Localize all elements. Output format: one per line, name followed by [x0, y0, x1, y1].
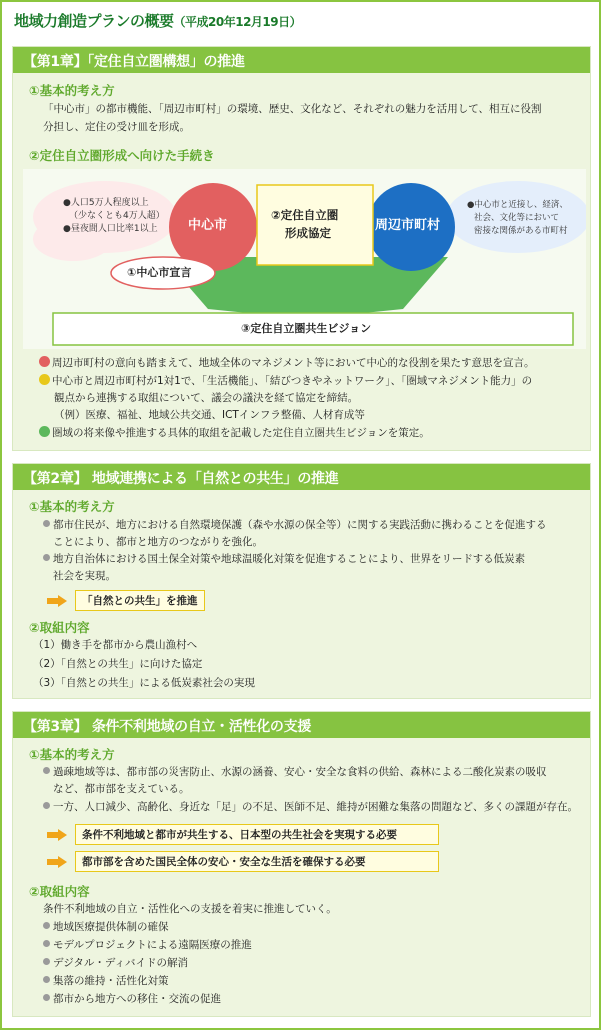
- chapter-1-heading: 【第1章】「定住自立圏構想」の推進: [13, 47, 590, 73]
- ch3-result-box-2: 都市部を含めた国民全体の安心・安全な生活を確保する必要: [75, 851, 439, 872]
- bullet-dot-icon: [43, 802, 50, 809]
- ch3-item-2-text: モデルプロジェクトによる遠隔医療の推進: [53, 939, 252, 951]
- right-arrow-icon: [47, 856, 67, 868]
- bullet-dot-icon: [43, 520, 50, 527]
- ch2-bullet-1-line-1: 都市住民が、地方における自然環境保護（森や水源の保全等）に関する実践活動に携わることを促進する: [53, 519, 547, 531]
- ch3-bullet-2-line-1: 一方、人口減少、高齢化、身近な「足」の不足、医師不足、維持が困難な集落の問題など、多くの課題が存在。: [53, 801, 578, 813]
- ch2-result-row: [47, 590, 205, 611]
- procedure-diagram: [23, 169, 586, 349]
- vision-label: ③定住自立圏共生ビジョン: [241, 322, 372, 335]
- ch1-note-2: [39, 373, 532, 390]
- ch1-note-2-text: 中心市と周辺市町村が1対1で、「生活機能」、「結びつきやネットワーク」、「圏域マネジメント能力」の: [52, 375, 533, 387]
- chapter-1-panel: [12, 46, 591, 451]
- ch3-result-row-2: [47, 851, 439, 872]
- ch3-item-5: [43, 991, 221, 1008]
- page-title-main: 地域力創造プランの概要: [14, 12, 174, 30]
- agreement-label-2: 形成協定: [285, 226, 331, 240]
- ch2-bullet-1: [43, 517, 547, 534]
- ch1-sec1-line-2: 分担し、定住の受け皿を形成。: [43, 121, 190, 133]
- ch3-intro: 条件不利地域の自立・活性化への支援を着実に推進していく。: [43, 903, 337, 915]
- ch3-result-row-1: [47, 824, 439, 845]
- right-note-1: ●中心市と近接し、経済、: [467, 200, 568, 210]
- right-arrow-icon: [47, 829, 67, 841]
- agreement-label-1: ②定住自立圏: [271, 208, 339, 222]
- ch3-bullet-1-line-2: など、都市部を支えている。: [53, 783, 190, 795]
- chapter-2-heading: 【第2章】 地域連携による「自然との共生」の推進: [13, 464, 590, 490]
- declaration-label: ①中心市宣言: [127, 266, 192, 279]
- center-city-label: 中心市: [188, 218, 228, 233]
- ch3-item-5-text: 都市から地方への移住・交流の促進: [53, 993, 221, 1005]
- bullet-dot-icon: [43, 922, 50, 929]
- ch3-sec2-title: ②取組内容: [29, 884, 90, 899]
- red-number-icon: [39, 356, 50, 367]
- left-note-2: （少なくとも4万人超）: [69, 211, 165, 221]
- bullet-dot-icon: [43, 958, 50, 965]
- ch2-item-1: （1）働き手を都市から農山漁村へ: [33, 639, 198, 651]
- page-title: [14, 10, 301, 31]
- bullet-dot-icon: [43, 976, 50, 983]
- surrounding-label: 周辺市町村: [375, 218, 441, 233]
- left-note-3: ●昼夜間人口比率1以上: [63, 224, 158, 234]
- left-note-1: ●人口5万人程度以上: [63, 198, 149, 208]
- bullet-dot-icon: [43, 994, 50, 1001]
- ch2-bullet-2: [43, 551, 525, 568]
- ch1-sec1-line-1: 「中心市」の都市機能、「周辺市町村」の環境、歴史、文化など、それぞれの魅力を活用して、相互に役割: [43, 103, 542, 115]
- chapter-2-panel: [12, 463, 591, 699]
- ch3-result-box-1: 条件不利地域と都市が共生する、日本型の共生社会を実現する必要: [75, 824, 439, 845]
- right-note-3: 密接な関係がある市町村: [474, 226, 568, 236]
- ch2-bullet-1-line-2: ことにより、都市と地方のつながりを強化。: [53, 536, 263, 548]
- ch1-note-2b: 観点から連携する取組について、議会の議決を経て協定を締結。: [54, 392, 359, 404]
- ch1-note-2c: （例）医療、福祉、地域公共交通、ICTインフラ整備、人材育成等: [54, 409, 365, 421]
- ch2-result-box: 「自然との共生」を推進: [75, 590, 205, 611]
- ch2-item-2: （2）「自然との共生」に向けた協定: [33, 658, 203, 670]
- chapter-3-heading: 【第3章】 条件不利地域の自立・活性化の支援: [13, 712, 590, 738]
- green-number-icon: [39, 426, 50, 437]
- ch2-bullet-2-line-2: 社会を実現。: [53, 570, 116, 582]
- ch2-item-3: （3）「自然との共生」による低炭素社会の実現: [33, 677, 255, 689]
- yellow-number-icon: [39, 374, 50, 385]
- ch3-item-1: [43, 919, 169, 936]
- ch3-item-2: [43, 937, 252, 954]
- chapter-3-panel: [12, 711, 591, 1017]
- ch3-item-4: [43, 973, 169, 990]
- ch3-bullet-1-line-1: 過疎地域等は、都市部の災害防止、水源の涵養、安心・安全な食料の供給、森林による二酸化炭素の吸収: [53, 766, 547, 778]
- ch1-sec2-title: ②定住自立圏形成へ向けた手続き: [29, 148, 215, 163]
- right-note-2: 社会、文化等において: [474, 213, 560, 223]
- ch3-sec1-title: ①基本的考え方: [29, 747, 115, 762]
- page-title-date: （平成20年12月19日）: [173, 15, 302, 29]
- ch3-item-1-text: 地域医療提供体制の確保: [53, 921, 169, 933]
- bullet-dot-icon: [43, 767, 50, 774]
- ch1-sec1-title: ①基本的考え方: [29, 83, 115, 98]
- ch1-note-1-text: 周辺市町村の意向も踏まえて、地域全体のマネジメント等において中心的な役割を果たす意思を宣言。: [52, 357, 535, 369]
- ch2-sec2-title: ②取組内容: [29, 620, 90, 635]
- ch2-sec1-title: ①基本的考え方: [29, 499, 115, 514]
- bullet-dot-icon: [43, 940, 50, 947]
- ch3-item-4-text: 集落の維持・活性化対策: [53, 975, 169, 987]
- ch3-item-3-text: デジタル・ディバイドの解消: [53, 957, 189, 969]
- bullet-dot-icon: [43, 554, 50, 561]
- ch1-note-3: [39, 425, 430, 442]
- ch1-note-3-text: 圏域の将来像や推進する具体的取組を記載した定住自立圏共生ビジョンを策定。: [52, 427, 430, 439]
- ch3-item-3: [43, 955, 188, 972]
- ch3-bullet-1: [43, 764, 547, 781]
- ch1-note-1: [39, 355, 534, 372]
- ch3-bullet-2: [43, 799, 578, 816]
- right-arrow-icon: [47, 595, 67, 607]
- ch2-bullet-2-line-1: 地方自治体における国土保全対策や地球温暖化対策を促進することにより、世界をリードする低炭素: [53, 553, 526, 565]
